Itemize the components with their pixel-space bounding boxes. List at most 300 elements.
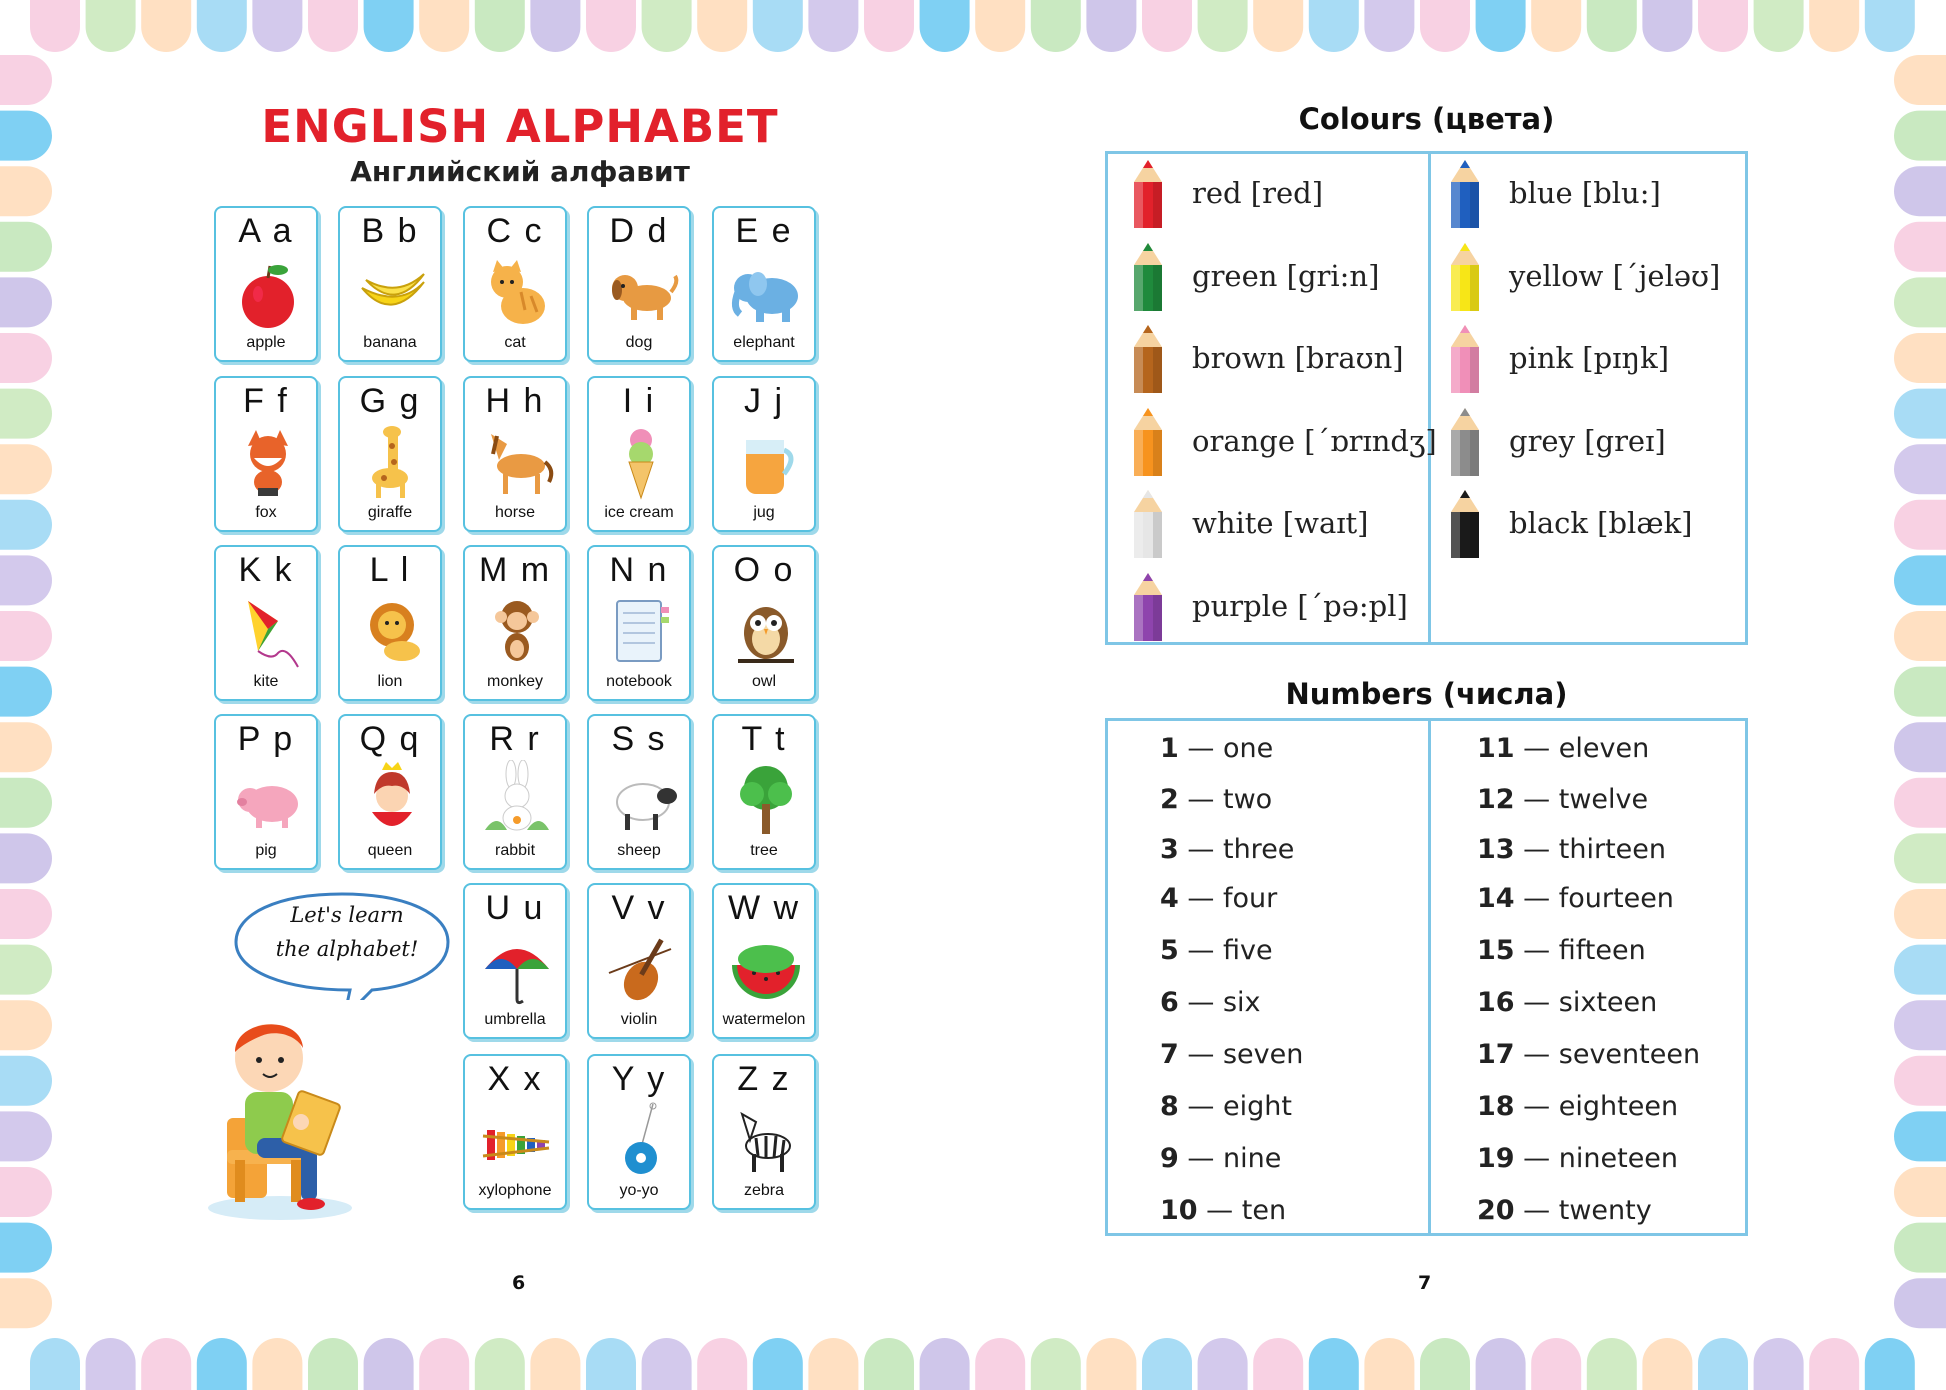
number-row xyxy=(1160,834,1294,865)
letter-card-banana xyxy=(338,206,442,362)
card-word: elephant xyxy=(733,334,795,351)
border-scallop xyxy=(0,55,52,105)
card-word: banana xyxy=(363,334,417,351)
border-scallop xyxy=(1894,1278,1946,1328)
number-row xyxy=(1477,987,1657,1018)
card-word: notebook xyxy=(606,673,672,690)
sheep-icon xyxy=(601,760,681,840)
number-digit: 20 xyxy=(1477,1195,1515,1226)
card-letter: R r xyxy=(489,720,541,758)
colour-label: green [gri:n] xyxy=(1192,258,1380,293)
number-digit: 1 xyxy=(1160,733,1179,764)
card-letter: G g xyxy=(359,382,421,420)
number-dash: — xyxy=(1523,834,1551,865)
border-scallop xyxy=(530,0,580,52)
border-scallop xyxy=(1253,1338,1303,1390)
border-scallop xyxy=(30,1338,80,1390)
number-dash: — xyxy=(1523,1091,1551,1122)
border-scallop xyxy=(0,833,52,883)
border-scallop xyxy=(30,0,80,52)
border-scallop xyxy=(1698,1338,1748,1390)
border-scallop xyxy=(1031,0,1081,52)
banana-icon xyxy=(352,252,432,332)
border-scallop xyxy=(1894,1056,1946,1106)
card-word: owl xyxy=(751,673,776,690)
card-letter: N n xyxy=(609,551,669,589)
number-word: five xyxy=(1222,935,1273,966)
number-dash: — xyxy=(1187,733,1215,764)
number-row xyxy=(1477,1039,1700,1070)
colour-label: brown [braʊn] xyxy=(1192,341,1404,376)
border-scallop xyxy=(1894,722,1946,772)
card-letter: X x xyxy=(487,1060,543,1098)
border-scallop xyxy=(419,0,469,52)
border-scallop xyxy=(864,0,914,52)
card-letter: L l xyxy=(369,551,411,589)
letter-card-dog xyxy=(587,206,691,362)
letter-card-cat xyxy=(463,206,567,362)
umbrella-icon xyxy=(477,929,557,1009)
numbers-title: Numbers (числа) xyxy=(1285,677,1568,711)
border-scallop xyxy=(530,1338,580,1390)
queen-icon xyxy=(352,760,432,840)
border-scallop xyxy=(1531,1338,1581,1390)
border-scallop xyxy=(0,1167,52,1217)
border-scallop xyxy=(1754,0,1804,52)
border-scallop xyxy=(586,0,636,52)
number-dash: — xyxy=(1206,1195,1234,1226)
card-letter: Y y xyxy=(611,1060,667,1098)
colour-label: black [blæk] xyxy=(1509,506,1693,541)
number-dash: — xyxy=(1523,987,1551,1018)
border-scallop xyxy=(1894,1167,1946,1217)
number-dash: — xyxy=(1187,834,1215,865)
border-scallop xyxy=(1587,1338,1637,1390)
card-letter: Q q xyxy=(359,720,421,758)
colour-label: yellow [ˊjeləʊ] xyxy=(1509,258,1721,293)
border-scallop xyxy=(920,0,970,52)
xylophone-icon xyxy=(477,1100,557,1180)
colour-label: grey [greɪ] xyxy=(1509,423,1666,458)
border-scallop xyxy=(141,0,191,52)
border-scallop xyxy=(1894,667,1946,717)
card-word: ice cream xyxy=(604,504,674,521)
letter-card-monkey xyxy=(463,545,567,701)
letter-card-watermelon xyxy=(712,883,816,1039)
letter-card-ice-cream xyxy=(587,376,691,532)
number-digit: 15 xyxy=(1477,935,1515,966)
letter-card-jug xyxy=(712,376,816,532)
border-scallop xyxy=(364,0,414,52)
border-scallop xyxy=(1754,1338,1804,1390)
elephant-icon xyxy=(726,252,806,332)
border-scallop xyxy=(1865,1338,1915,1390)
border-scallop xyxy=(86,0,136,52)
border-scallop xyxy=(642,1338,692,1390)
border-scallop xyxy=(1142,1338,1192,1390)
number-dash: — xyxy=(1523,733,1551,764)
number-digit: 3 xyxy=(1160,834,1179,865)
card-word: horse xyxy=(494,504,536,521)
number-dash: — xyxy=(1523,1143,1551,1174)
number-word: one xyxy=(1222,733,1274,764)
number-digit: 11 xyxy=(1477,733,1515,764)
border-scallop xyxy=(753,0,803,52)
number-digit: 18 xyxy=(1477,1091,1515,1122)
number-digit: 7 xyxy=(1160,1039,1179,1070)
number-word: eight xyxy=(1222,1091,1292,1122)
number-row xyxy=(1477,733,1649,764)
number-word: two xyxy=(1222,784,1273,815)
letter-card-elephant xyxy=(712,206,816,362)
letter-card-giraffe xyxy=(338,376,442,532)
border-scallop xyxy=(1364,0,1414,52)
border-scallop xyxy=(0,667,52,717)
number-row xyxy=(1160,883,1277,914)
letter-card-rabbit xyxy=(463,714,567,870)
number-row xyxy=(1160,1039,1303,1070)
border-scallop xyxy=(0,333,52,383)
letter-card-queen xyxy=(338,714,442,870)
fox-icon xyxy=(228,422,308,502)
letter-card-owl xyxy=(712,545,816,701)
letter-card-horse xyxy=(463,376,567,532)
card-letter: A a xyxy=(238,212,294,250)
number-row xyxy=(1477,1091,1678,1122)
notebook-icon xyxy=(601,591,681,671)
number-digit: 17 xyxy=(1477,1039,1515,1070)
number-digit: 5 xyxy=(1160,935,1179,966)
card-word: watermelon xyxy=(722,1011,806,1028)
number-dash: — xyxy=(1187,784,1215,815)
number-digit: 8 xyxy=(1160,1091,1179,1122)
border-scallop xyxy=(975,0,1025,52)
letter-card-notebook xyxy=(587,545,691,701)
numbers-table xyxy=(1105,718,1748,1236)
border-scallop xyxy=(0,555,52,605)
colour-label: white [waɪt] xyxy=(1192,506,1369,541)
cat-icon xyxy=(477,252,557,332)
border-scallop xyxy=(0,1111,52,1161)
number-word: four xyxy=(1222,883,1278,914)
number-word: six xyxy=(1222,987,1261,1018)
border-scallop xyxy=(920,1338,970,1390)
border-scallop xyxy=(1364,1338,1414,1390)
number-word: ten xyxy=(1241,1195,1287,1226)
border-scallop xyxy=(1894,500,1946,550)
jug-icon xyxy=(726,422,806,502)
number-digit: 10 xyxy=(1160,1195,1198,1226)
alphabet-subtitle: Английский алфавит xyxy=(350,155,690,188)
watermelon-icon xyxy=(726,929,806,1009)
border-scallop xyxy=(1198,1338,1248,1390)
card-letter: O o xyxy=(733,551,795,589)
border-scallop xyxy=(1894,1000,1946,1050)
colour-label: blue [blu:] xyxy=(1509,176,1661,210)
card-letter: Z z xyxy=(737,1060,791,1098)
number-word: fourteen xyxy=(1558,883,1674,914)
border-scallop xyxy=(1894,166,1946,216)
number-row xyxy=(1477,935,1646,966)
number-row xyxy=(1160,1143,1281,1174)
border-scallop xyxy=(0,1056,52,1106)
card-word: cat xyxy=(504,334,526,351)
tree-icon xyxy=(726,760,806,840)
card-word: sheep xyxy=(617,842,661,859)
card-letter: B b xyxy=(361,212,419,250)
number-word: seven xyxy=(1222,1039,1304,1070)
number-dash: — xyxy=(1187,883,1215,914)
kite-icon xyxy=(228,591,308,671)
letter-card-lion xyxy=(338,545,442,701)
card-word: kite xyxy=(253,673,279,690)
pig-icon xyxy=(228,760,308,840)
border-scallop xyxy=(86,1338,136,1390)
border-scallop xyxy=(808,0,858,52)
letter-card-violin xyxy=(587,883,691,1039)
letter-card-umbrella xyxy=(463,883,567,1039)
card-word: xylophone xyxy=(478,1182,552,1199)
apple-icon xyxy=(228,252,308,332)
letter-card-fox xyxy=(214,376,318,532)
numbers-divider xyxy=(1428,721,1431,1233)
border-scallop xyxy=(0,277,52,327)
colour-label: red [red] xyxy=(1192,176,1324,210)
colours-title: Colours (цвета) xyxy=(1298,102,1555,136)
number-word: seventeen xyxy=(1558,1039,1701,1070)
yo-yo-icon xyxy=(601,1100,681,1180)
boy-with-clipboard-illustration xyxy=(205,1000,355,1220)
letter-card-tree xyxy=(712,714,816,870)
card-word: tree xyxy=(750,842,778,859)
border-scallop xyxy=(1198,0,1248,52)
letter-card-pig xyxy=(214,714,318,870)
number-row xyxy=(1477,1143,1678,1174)
card-word: apple xyxy=(246,334,286,351)
letter-card-apple xyxy=(214,206,318,362)
card-letter: H h xyxy=(485,382,545,420)
border-scallop xyxy=(1809,1338,1859,1390)
number-dash: — xyxy=(1523,1039,1551,1070)
ice-cream-icon xyxy=(601,422,681,502)
border-scallop xyxy=(0,500,52,550)
border-scallop xyxy=(252,0,302,52)
number-row xyxy=(1477,1195,1652,1226)
colour-label: pink [pɪŋk] xyxy=(1509,341,1670,376)
alphabet-title: ENGLISH ALPHABET xyxy=(261,100,779,153)
border-scallop xyxy=(1894,444,1946,494)
number-digit: 16 xyxy=(1477,987,1515,1018)
letter-card-yo-yo xyxy=(587,1054,691,1210)
border-scallop xyxy=(1642,1338,1692,1390)
border-scallop xyxy=(1894,833,1946,883)
card-letter: D d xyxy=(609,212,669,250)
border-scallop xyxy=(1894,389,1946,439)
violin-icon xyxy=(601,929,681,1009)
number-row xyxy=(1160,733,1273,764)
number-word: eighteen xyxy=(1558,1091,1679,1122)
border-scallop xyxy=(197,0,247,52)
border-scallop xyxy=(308,1338,358,1390)
border-scallop xyxy=(1253,0,1303,52)
card-letter: W w xyxy=(727,889,801,927)
card-word: fox xyxy=(255,504,277,521)
colour-label: purple [ˊpə:pl] xyxy=(1192,589,1408,623)
border-scallop xyxy=(0,722,52,772)
border-scallop xyxy=(1642,0,1692,52)
dog-icon xyxy=(601,252,681,332)
border-scallop xyxy=(1894,333,1946,383)
rabbit-icon xyxy=(477,760,557,840)
letter-card-kite xyxy=(214,545,318,701)
border-scallop xyxy=(1587,0,1637,52)
border-scallop xyxy=(1894,1223,1946,1273)
number-row xyxy=(1477,784,1648,815)
card-letter: V v xyxy=(611,889,667,927)
border-scallop xyxy=(0,1278,52,1328)
card-letter: K k xyxy=(238,551,294,589)
number-digit: 2 xyxy=(1160,784,1179,815)
border-scallop xyxy=(1420,1338,1470,1390)
card-letter: P p xyxy=(237,720,295,758)
border-scallop xyxy=(252,1338,302,1390)
card-word: rabbit xyxy=(494,842,536,859)
border-scallop xyxy=(1894,945,1946,995)
number-dash: — xyxy=(1523,784,1551,815)
border-scallop xyxy=(141,1338,191,1390)
border-scallop xyxy=(864,1338,914,1390)
border-scallop xyxy=(1894,1111,1946,1161)
card-word: umbrella xyxy=(484,1011,546,1028)
number-row xyxy=(1160,935,1273,966)
number-digit: 4 xyxy=(1160,883,1179,914)
border-scallop xyxy=(1420,0,1470,52)
border-scallop xyxy=(419,1338,469,1390)
border-scallop xyxy=(0,778,52,828)
border-scallop xyxy=(1476,0,1526,52)
border-scallop xyxy=(1894,889,1946,939)
number-word: eleven xyxy=(1558,733,1650,764)
number-digit: 14 xyxy=(1477,883,1515,914)
border-scallop xyxy=(0,1223,52,1273)
border-scallop xyxy=(0,166,52,216)
border-scallop xyxy=(1476,1338,1526,1390)
border-scallop xyxy=(475,0,525,52)
border-scallop xyxy=(1865,0,1915,52)
letter-card-sheep xyxy=(587,714,691,870)
number-word: three xyxy=(1222,834,1295,865)
number-dash: — xyxy=(1187,987,1215,1018)
number-dash: — xyxy=(1523,883,1551,914)
number-dash: — xyxy=(1523,935,1551,966)
number-dash: — xyxy=(1187,1143,1215,1174)
number-row xyxy=(1160,1195,1286,1226)
card-word: giraffe xyxy=(367,504,413,521)
border-scallop xyxy=(0,389,52,439)
border-scallop xyxy=(1894,555,1946,605)
card-letter: C c xyxy=(486,212,544,250)
card-letter: U u xyxy=(485,889,545,927)
border-scallop xyxy=(1809,0,1859,52)
border-scallop xyxy=(697,1338,747,1390)
number-row xyxy=(1477,883,1674,914)
border-scallop xyxy=(1086,1338,1136,1390)
border-scallop xyxy=(1894,611,1946,661)
number-row xyxy=(1477,834,1666,865)
card-letter: J j xyxy=(744,382,784,420)
border-scallop xyxy=(1142,0,1192,52)
border-scallop xyxy=(1894,222,1946,272)
bubble-line-2: the alphabet! xyxy=(275,937,419,961)
colours-table xyxy=(1105,151,1748,645)
page-number-right: 7 xyxy=(1418,1272,1432,1294)
border-scallop xyxy=(0,889,52,939)
card-word: dog xyxy=(625,334,653,351)
card-word: violin xyxy=(620,1011,658,1028)
number-word: nineteen xyxy=(1558,1143,1679,1174)
bubble-text xyxy=(262,898,432,966)
border-scallop xyxy=(808,1338,858,1390)
lion-icon xyxy=(352,591,432,671)
border-scallop xyxy=(197,1338,247,1390)
horse-icon xyxy=(477,422,557,502)
border-scallop xyxy=(1894,778,1946,828)
border-scallop xyxy=(0,1000,52,1050)
card-word: monkey xyxy=(486,673,544,690)
number-row xyxy=(1160,1091,1292,1122)
border-scallop xyxy=(1894,55,1946,105)
border-scallop xyxy=(586,1338,636,1390)
number-dash: — xyxy=(1187,1039,1215,1070)
border-scallop xyxy=(0,945,52,995)
border-scallop xyxy=(642,0,692,52)
colour-label: orange [ˊɒrɪndʒ] xyxy=(1192,423,1437,458)
border-scallop xyxy=(1309,0,1359,52)
card-word: pig xyxy=(255,842,277,859)
card-letter: T t xyxy=(741,720,787,758)
number-row xyxy=(1160,987,1261,1018)
border-scallop xyxy=(1086,0,1136,52)
zebra-icon xyxy=(726,1100,806,1180)
giraffe-icon xyxy=(352,422,432,502)
border-scallop xyxy=(308,0,358,52)
number-digit: 12 xyxy=(1477,784,1515,815)
border-scallop xyxy=(1031,1338,1081,1390)
card-word: zebra xyxy=(743,1182,785,1199)
number-word: nine xyxy=(1222,1143,1282,1174)
border-scallop xyxy=(0,222,52,272)
colours-divider xyxy=(1428,154,1431,642)
border-scallop xyxy=(1531,0,1581,52)
letter-card-zebra xyxy=(712,1054,816,1210)
card-letter: F f xyxy=(243,382,289,420)
number-word: sixteen xyxy=(1558,987,1658,1018)
card-letter: S s xyxy=(611,720,667,758)
card-word: queen xyxy=(367,842,413,859)
border-scallop xyxy=(0,611,52,661)
monkey-icon xyxy=(477,591,557,671)
card-letter: M m xyxy=(478,551,552,589)
number-dash: — xyxy=(1187,935,1215,966)
border-scallop xyxy=(1894,111,1946,161)
owl-icon xyxy=(726,591,806,671)
border-scallop xyxy=(697,0,747,52)
border-scallop xyxy=(475,1338,525,1390)
border-scallop xyxy=(1894,277,1946,327)
number-row xyxy=(1160,784,1272,815)
card-letter: I i xyxy=(622,382,656,420)
letter-card-xylophone xyxy=(463,1054,567,1210)
